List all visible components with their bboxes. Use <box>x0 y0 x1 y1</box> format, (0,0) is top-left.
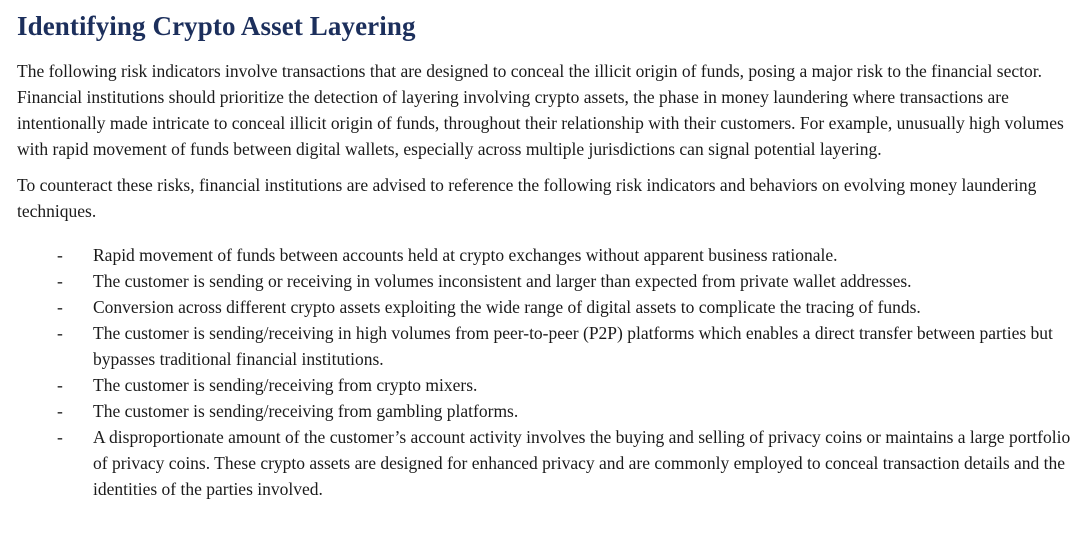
list-item <box>17 268 1081 294</box>
list-item-text: The customer is sending or receiving in volumes inconsistent and larger than expected from private wallet addresses. <box>93 271 912 291</box>
list-item-text: The customer is sending/receiving from crypto mixers. <box>93 375 478 395</box>
list-item-text: The customer is sending/receiving in high volumes from peer-to-peer (P2P) platforms which enables a direct transfer between parties but bypasses traditional financial institutions. <box>93 323 1053 369</box>
bullet-dash: - <box>57 401 63 421</box>
risk-indicator-list <box>17 242 1081 502</box>
bullet-dash: - <box>57 271 63 291</box>
list-item-text: Conversion across different crypto assets exploiting the wide range of digital assets to complicate the tracing of funds. <box>93 297 921 317</box>
list-item <box>17 424 1081 502</box>
bullet-dash: - <box>57 375 63 395</box>
intro-paragraph: The following risk indicators involve transactions that are designed to conceal the illicit origin of funds, posing a major risk to the financial sector. Financial institutions should prioritize the detection of layering involving crypto assets, the phase in money laundering where transactions are intentionally made intricate to conceal illicit origin of funds, throughout their relationship with their customers. For example, unusually high volumes with rapid movement of funds between digital wallets, especially across multiple jurisdictions can signal potential layering. <box>17 61 1064 159</box>
bullet-dash: - <box>57 245 63 265</box>
list-item <box>17 372 1081 398</box>
list-item-text: Rapid movement of funds between accounts held at crypto exchanges without apparent business rationale. <box>93 245 838 265</box>
bullet-dash: - <box>57 427 63 447</box>
bullet-dash: - <box>57 323 63 343</box>
list-item <box>17 398 1081 424</box>
list-item <box>17 320 1081 372</box>
bullet-dash: - <box>57 297 63 317</box>
guidance-paragraph: To counteract these risks, financial institutions are advised to reference the following risk indicators and behaviors on evolving money laundering techniques. <box>17 175 1037 221</box>
list-item <box>17 242 1081 268</box>
list-item-text: A disproportionate amount of the customer’s account activity involves the buying and selling of privacy coins or maintains a large portfolio of privacy coins. These crypto assets are designed for enhanced privacy and are commonly employed to conceal transaction details and the identities of the parties involved. <box>93 427 1071 499</box>
list-item <box>17 294 1081 320</box>
list-item-text: The customer is sending/receiving from gambling platforms. <box>93 401 519 421</box>
section-heading: Identifying Crypto Asset Layering <box>17 11 416 41</box>
